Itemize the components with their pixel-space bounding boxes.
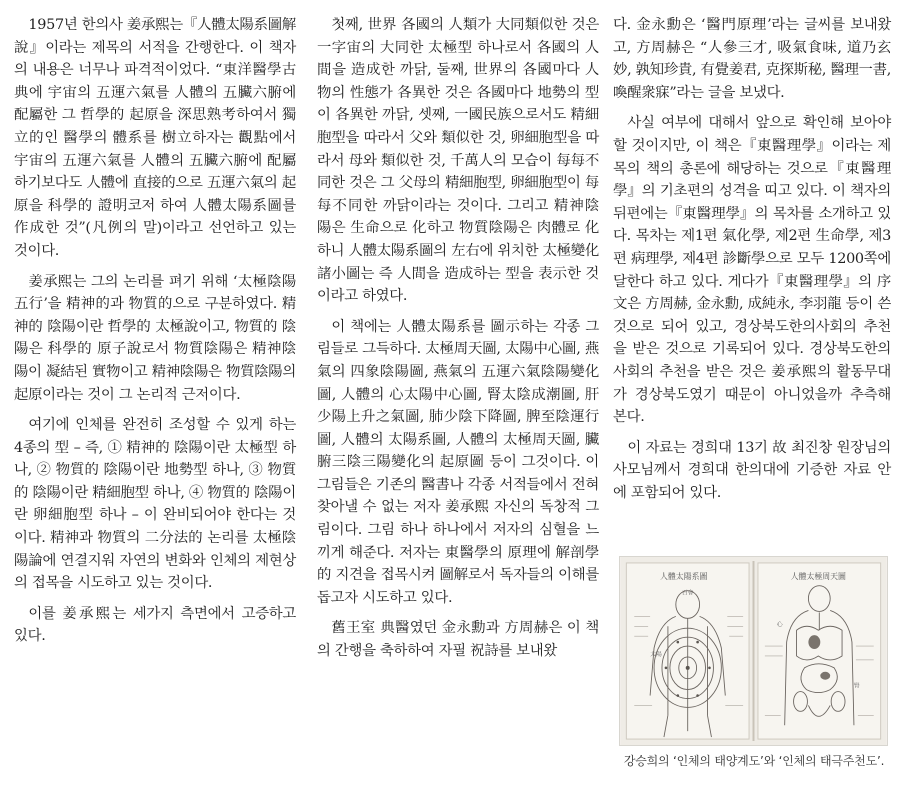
paragraph: 사실 여부에 대해서 앞으로 확인해 보아야 할 것이지만, 이 책은『東醫理學』이라는 제목의 책의 총론에 해당하는 것으로『東醫理學』의 기초편의 성격을 띠고 있다. 이 책자의 뒤편에는『東醫理學』의 목차를 소개하고 있다. 목차는 제1편 氣化學, 제2편 生命學, 제3편 病理學, 제4편 診斷學으로 모두 1200쪽에 달한다 하고 있다. 게다가『東醫理學』의 序文은 方周赫, 金永勳, 成純永, 李羽龍 등이 쓴 것으로 되어 있고, 경상북도한의사회의 추천을 받은 것으로 기록되어 있다. 경상북도한의사회의 추천을 받은 것은 姜承熙의 활동무대가 경상북도였기 때문이 아니었을까 추측해 본다. (613, 115, 891, 426)
right-diagram-label: 心 (776, 621, 783, 629)
anatomical-diagram-photo (619, 556, 888, 746)
paragraph: 이를 姜承熙는 세가지 측면에서 고증하고 있다. (14, 605, 296, 645)
paragraph: 1957년 한의사 姜承熙는『人體太陽系圖解說』이라는 제목의 서적을 간행한다. 이 책자의 내용은 너무나 파격적이었다. “東洋醫學古典에 宇宙의 五運六氣를 人體의 五臟六腑에 配屬한 그 哲學的 起原을 深思熟考하여서 獨立的인 醫學의 體系를 樹立하자는 觀點에서 宇宙의 五運六氣를 人體의 五臟六腑에 配屬하기보다도 人體에 直接的으로 五運六氣의 起原을 科學的 證明코저 하여 人體太陽系圖를 作成한 것”(凡例의 말)이라고 선언하고 있는 것이다. (14, 17, 296, 259)
text-column-3 (613, 14, 891, 512)
left-diagram-label: 百會 (681, 589, 694, 597)
left-diagram-label: 太陽 (650, 650, 662, 658)
right-diagram-label: 腎 (853, 682, 860, 690)
paragraph: 첫째, 世界 各國의 人類가 大同類似한 것은 一字宙의 大同한 太極型 하나로서 各國의 人間을 造成한 까닭, 둘째, 世界의 各國마다 人物의 性態가 各異한 것은 各國마다 地勢의 型이 各異한 까닭, 셋째, 一國民族으로서도 精細胞型을 따라서 父와 類似한 것, 卵細胞型을 따라서 母와 類似한 것, 千萬人의 모습이 每每不同한 것은 그 父母의 精細胞型, 卵細胞型이 每每不同한 까닭이라는 것이다. 그리고 精神陰陽은 生命으로 化하고 物質陰陽은 肉體로 化하니 人體太陽系圖의 左右에 위치한 太極變化諸小圖는 즉 人間을 造成하는 型을 表示한 것이라고 하였다. (317, 17, 599, 305)
left-diagram-title: 人體太陽系圖 (659, 571, 708, 581)
text-column-2 (317, 14, 599, 671)
paragraph: 이 자료는 경희대 13기 故 최진창 원장님의 사모님께서 경희대 한의대에 기증한 자료 안에 포함되어 있다. (613, 439, 891, 501)
paragraph: 이 책에는 人體太陽系를 圖示하는 각종 그림들로 그득하다. 太極周天圖, 太陽中心圖, 燕氣의 四象陰陽圖, 燕氣의 五運六氣陰陽變化圖, 人體의 心太陽中心圖, 腎太陰成潮圖, 肝少陽上升之氣圖, 肺少陰下降圖, 脾至陰運行圖, 人體의 太陽系圖, 人體의 太極周天圖, 臟腑三陰三陽變化의 起原圖 등이 그것이다. 이 그림들은 기존의 醫書나 각종 서적들에서 전혀 찾아낼 수 없는 저자 姜承熙 자신의 독창적 그림이다. 그림 하나 하나에서 저자의 심혈을 느끼게 해준다. 저자는 東醫學의 原理에 解剖學的 지견을 접목시켜 圖解로서 독자들의 이해를 돕고자 시도하고 있다. (317, 318, 599, 606)
paragraph: 舊王室 典醫였던 金永勳과 方周赫은 이 책의 간행을 축하하여 자필 祝詩를 보내왔 (317, 620, 599, 660)
paragraph: 다. 金永勳은 ‘醫門原理’라는 글씨를 보내왔고, 方周赫은 “人參三才, 吸氣食味, 道乃玄妙, 孰知珍貴, 有覺姜君, 克探斯秘, 醫理一書, 喚醒衆寐”라는 글을 보냈다. (613, 17, 892, 101)
paragraph: 여기에 인체를 완전히 조성할 수 있게 하는 4종의 型 – 즉, ① 精神的 陰陽이란 太極型 하나, ② 物質的 陰陽이란 地勢型 하나, ③ 物質的 陰陽이란 精細胞型 하나, ④ 物質的 陰陽이란 卵細胞型 하나 – 이 완비되어야 한다는 것이다. 精神과 物質의 二分法的 논리를 太極陰陽論에 연결지워 자연의 변화와 인체의 제현상의 접목을 시도하고 있는 것이다. (14, 417, 296, 592)
figure-caption: 강승희의 ‘인체의 태양계도’와 ‘인체의 태극주천도’. (623, 754, 885, 768)
text-column-1 (14, 14, 296, 656)
right-diagram-title: 人體太極周天圖 (790, 571, 846, 581)
paragraph: 姜承熙는 그의 논리를 펴기 위해 ‘太極陰陽五行’을 精神的과 物質的으로 구분하였다. 精神的 陰陽이란 哲學的 太極說이고, 物質的 陰陽은 科學的 原子說로서 物質陰陽은 精神陰陽이 凝結된 實物이고 精神陰陽은 物質陰陽의 起原이라는 것이 그 논리적 근저이다. (14, 273, 296, 403)
